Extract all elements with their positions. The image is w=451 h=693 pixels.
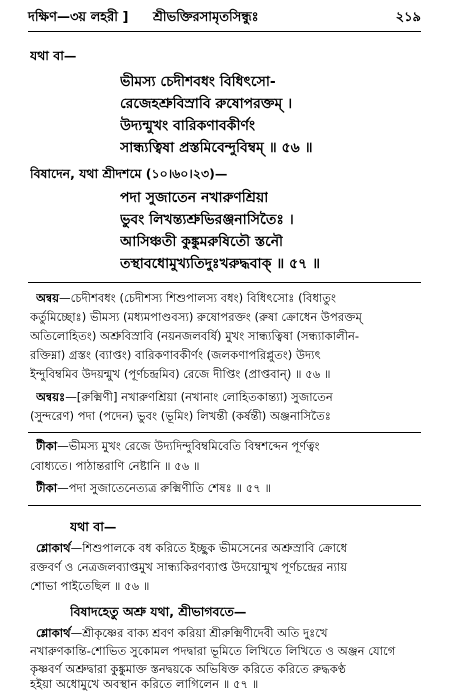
translation-line: হইয়া অধোমুখে অবস্থান করিতে লাগিলেন ॥ ৫৭ ॥ [30, 677, 259, 691]
translation-line: কৃষ্ণবর্ণ অশ্রুদ্বারা কুঙ্কুমাক্ত স্তনদ্বয়কে অভিষিক্ত করিতে করিতে রুদ্ধকণ্ঠ [30, 662, 346, 676]
example-intro: যথা বা— [30, 48, 77, 63]
translation-label: শ্লোকার্থ [36, 626, 71, 640]
translation-label: শ্লোকার্থ [36, 541, 71, 555]
example-intro: বিষাদহেতু অশ্রু যথা, শ্রীভাগবতে— [70, 604, 247, 619]
anvaya-line: (সুন্দরেণ) পদা (পদেন) ভুবং (ভূমিং) লিখন্তী (কর্ষন্তী) অঞ্জনাসিতৈঃ [30, 409, 331, 423]
page-number: ২১৯ [395, 10, 421, 25]
anvaya-label: অন্বয়ঃ [36, 390, 66, 404]
verse-line: ভীমস্য চেদীশবধং বিধিৎসো- [120, 74, 276, 90]
translation-line: শোভা পাইতেছিল ॥ ৫৬ ॥ [30, 579, 150, 593]
verse-line: উদ্যন্মুখং বারিকণাবকীর্ণং [120, 118, 255, 134]
commentary-line: টীকা—ভীমস্য মুখং রেজে উদ্যদিন্দুবিম্বমিবেতি বিম্বশব্দেন পূর্ণত্বং [36, 439, 320, 453]
commentary-label: টীকা [36, 439, 58, 453]
section-rule [28, 505, 421, 506]
chapter-title: দক্ষিণ—৩য় লহরী ] [28, 10, 129, 25]
verse-line: তস্থাবধোমুখ্যতিদুঃখরুদ্ধবাক্ ॥ ৫৭ ॥ [120, 256, 321, 272]
anvaya-line: রক্তিম্না) গ্রস্তং (ব্যাপ্তং) বারিকণাবকীর্ণং (জলকণাপরিপ্লুতং) উদ্যৎ [30, 348, 321, 362]
anvaya-line: অতিলোহিতং) অশ্রুবিস্রাবি (নয়নজলবর্ষি) মুখং সান্ধ্যত্বিষা (সন্ধ্যাকালীন- [30, 329, 360, 343]
anvaya-line: অন্বয়ঃ—[রুক্মিণী] নখারুণশ্রিয়া (নখানাং লোহিতকান্ত্যা) সুজাতেন [36, 390, 333, 404]
section-rule [28, 432, 421, 433]
anvaya-line: কর্তুমিচ্ছোঃ) ভীমস্য (মধ্যমপাণ্ডবস্য) রুষোপরক্তং (রুষা ক্রোধেন উপরক্তম্ [30, 310, 362, 324]
section-rule [28, 282, 421, 283]
translation-line: শ্লোকার্থ—শিশুপালকে বধ করিতে ইচ্ছুক ভীমসেনের অশ্রুস্রাবি ক্রোধে [36, 541, 348, 555]
verse-line: সান্ধ্যত্বিষা প্রস্তমিবেন্দুবিম্বম্ ॥ ৫৬ ॥ [120, 140, 313, 156]
translation-line: নখারুণকান্তি-শোভিত সুকোমল পদদ্বারা ভূমিতে লিখিতে লিখিতে ও অঞ্জন যোগে [30, 644, 396, 658]
translation-line: রক্তবর্ণ ও নেত্রজলব্যাপ্তমুখ সান্ধ্যকিরণব্যাপ্ত উদয়োন্মুখ পূর্ণচন্দ্রের ন্যায় [30, 560, 348, 574]
verse-line: আসিঞ্চতী কুঙ্কুমরুষিতৌ স্তনৌ [120, 234, 284, 250]
anvaya-line: ইন্দুবিম্বমিব উদয়ন্মুখ (পূর্ণচন্দ্রমিব) রেজে দীপ্তিং (প্রাপ্তবান্) ॥ ৫৬ ॥ [30, 367, 331, 381]
translation-line: শ্লোকার্থ—শ্রীকৃষ্ণের বাক্য শ্রবণ করিয়া শ্রীরুক্মিণীদেবী অতি দুঃখে [36, 626, 328, 640]
running-header [28, 8, 421, 30]
verse-line: রেজেহশ্রুবিস্রাবি রুষোপরক্তম্ । [120, 96, 293, 112]
verse-line: ভুবং লিখন্ত্যশ্রুভিরঞ্জনাসিতৈঃ । [120, 212, 294, 228]
commentary-label: টীকা [36, 481, 58, 495]
anvaya-line: অন্বয়—চেদীশবধং (চেদীশস্য শিশুপালস্য বধং) বিধিৎসোঃ (বিধাতুং [36, 291, 336, 305]
example-intro: বিষাদেন, যথা শ্রীদশমে (১০।৬০।২৩)— [30, 166, 228, 181]
anvaya-label: অন্বয় [36, 291, 60, 305]
verse-line: পদা সুজাতেন নখারুণশ্রিয়া [120, 190, 269, 206]
header-rule [28, 31, 421, 32]
example-intro: যথা বা— [70, 519, 117, 534]
commentary-line: বোধ্যতে। পাঠান্তরাণি নেষ্টানি ॥ ৫৬ ॥ [30, 459, 200, 473]
commentary-line: টীকা—পদা সুজাতেনেত্যত্র রুক্মিণীতি শেষঃ ॥ ৫৭ ॥ [36, 481, 272, 495]
book-title: শ্রীভক্তিরসামৃতসিন্ধুঃ [153, 10, 259, 25]
